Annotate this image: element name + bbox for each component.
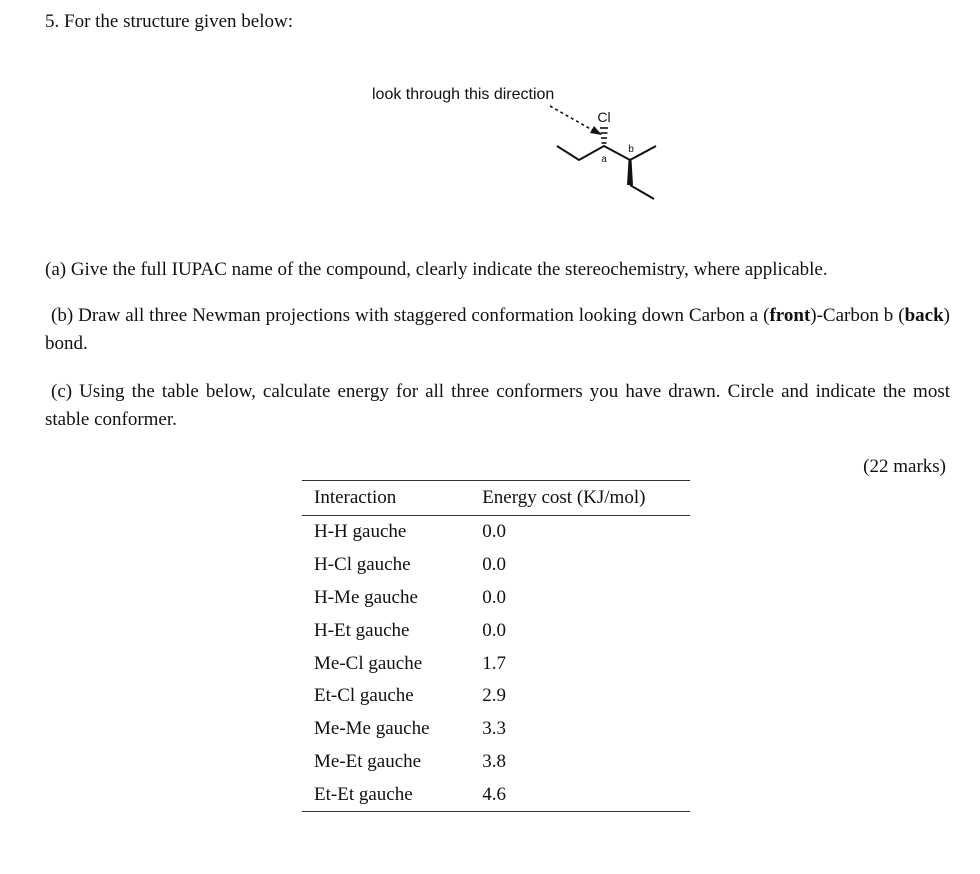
energy-cell: 0.0: [482, 586, 506, 608]
part-c-body: (c) Using the table below, calculate energy for all three conformers you have drawn. Circle and indicate the most stable conformer.: [45, 381, 950, 430]
part-b-front: front: [769, 305, 811, 326]
energy-cost-table: [302, 480, 690, 812]
interaction-cell: Et-Et gauche: [314, 783, 413, 805]
chlorine-atom-label: Cl: [597, 109, 611, 125]
bold-wedge-bond: [627, 160, 633, 185]
header-interaction: Interaction: [314, 487, 397, 508]
question-title: 5. For the structure given below:: [45, 11, 294, 32]
energy-cell: 0.0: [482, 554, 506, 576]
molecule-structure: [540, 100, 680, 210]
table-row: [302, 647, 690, 680]
ethyl-terminal-bond: [630, 185, 654, 199]
interaction-cell: Me-Me gauche: [314, 718, 430, 740]
interaction-cell: H-H gauche: [314, 521, 407, 543]
carbon-a-label: a: [601, 154, 607, 165]
table-row: [302, 614, 690, 647]
table-row: [302, 746, 690, 779]
energy-cell: 3.3: [482, 718, 506, 740]
part-b-mid: )-Carbon b (: [810, 305, 905, 326]
energy-cell: 3.8: [482, 750, 506, 772]
hashed-wedge-bond: [600, 128, 608, 143]
table-header-row: [302, 481, 690, 516]
interaction-cell: H-Cl gauche: [314, 554, 411, 576]
view-direction-label: look through this direction: [372, 86, 555, 103]
view-direction-arrow: [550, 106, 594, 131]
interaction-cell: H-Me gauche: [314, 586, 418, 608]
energy-cell: 4.6: [482, 783, 506, 805]
interaction-cell: Et-Cl gauche: [314, 685, 414, 707]
energy-cell: 0.0: [482, 521, 506, 543]
interaction-cell: H-Et gauche: [314, 619, 410, 641]
table-row: [302, 549, 690, 582]
energy-cell: 2.9: [482, 685, 506, 707]
part-b-back: back: [904, 305, 944, 326]
part-b-post: ) bond.: [45, 305, 950, 354]
table-row: [302, 680, 690, 713]
part-c-text: [45, 378, 950, 434]
part-b-pre: (b) Draw all three Newman projections with staggered conformation looking down Carbon a (: [51, 305, 770, 326]
interaction-cell: Me-Cl gauche: [314, 652, 423, 674]
header-energy-cost: Energy cost (KJ/mol): [482, 487, 646, 508]
part-a-text: (a) Give the full IUPAC name of the compound, clearly indicate the stereochemistry, where applicable.: [45, 259, 828, 280]
carbon-b-label: b: [628, 144, 634, 155]
interaction-cell: Me-Et gauche: [314, 750, 422, 772]
energy-cell: 1.7: [482, 652, 506, 674]
table-row: [302, 713, 690, 746]
marks-label: (22 marks): [863, 456, 946, 477]
table-row: [302, 778, 690, 811]
table-row: [302, 516, 690, 549]
part-b-text: [45, 302, 950, 358]
energy-cell: 0.0: [482, 619, 506, 641]
table-row: [302, 582, 690, 615]
